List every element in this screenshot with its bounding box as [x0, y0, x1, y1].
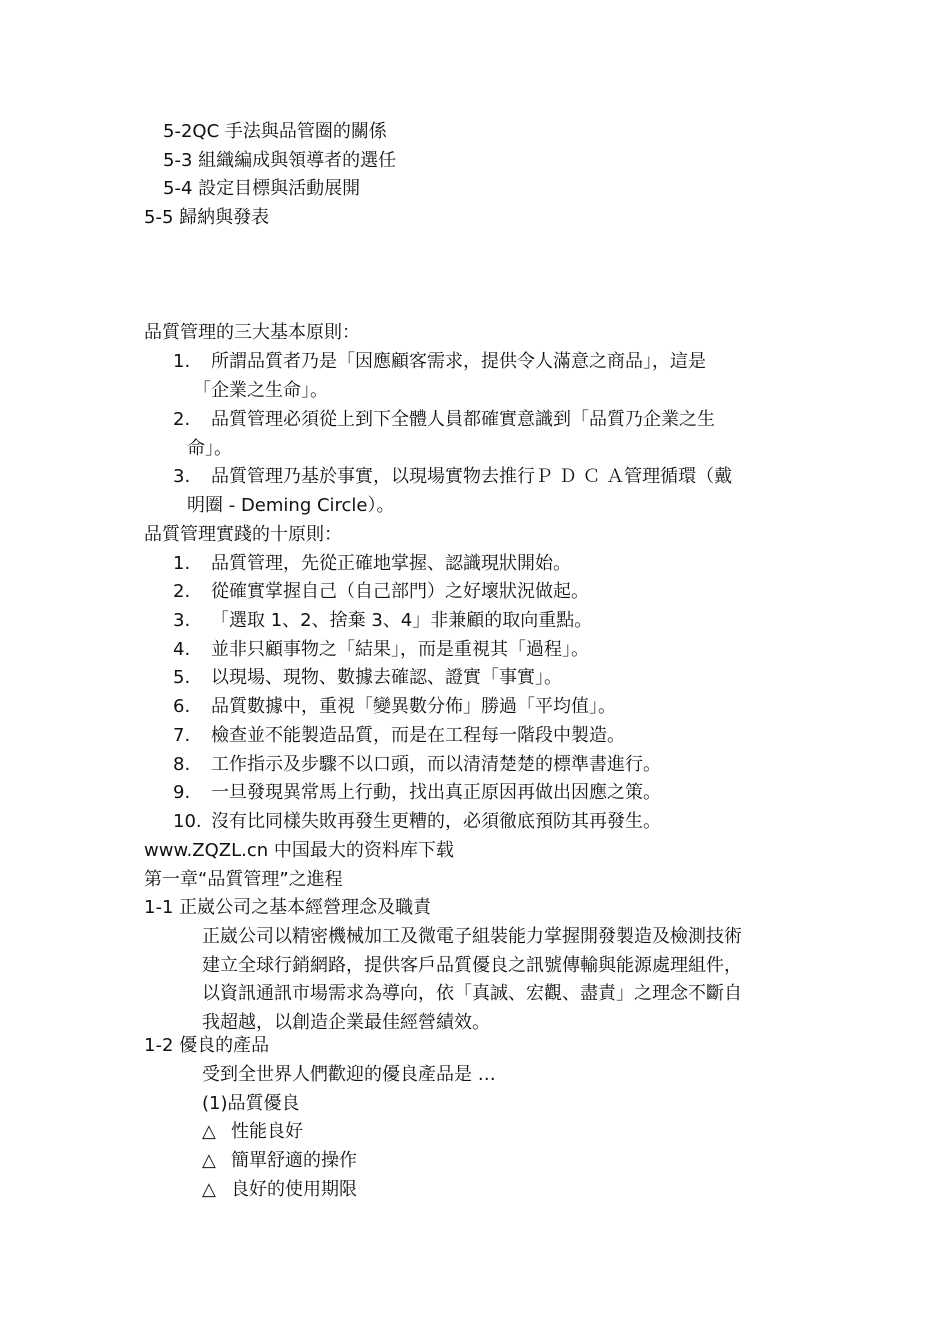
principle-text-continued: 明圈 - Deming Circle）。	[187, 495, 395, 516]
toc-item-5-2: 5-2QC 手法與品管圈的關係	[163, 121, 387, 142]
toc-item-5-4: 5-4 設定目標與活動展開	[163, 178, 361, 199]
list-number: 5.	[173, 667, 191, 688]
paragraph-line: 建立全球行銷網路，提供客戶品質優良之訊號傳輸與能源處理組件，	[202, 955, 742, 976]
bullet-item: 良好的使用期限	[231, 1179, 357, 1200]
principles-three-heading: 品質管理的三大基本原則：	[144, 322, 360, 343]
list-item: 以現場、現物、數據去確認、證實「事實」。	[211, 667, 562, 688]
list-number: 1.	[173, 553, 191, 574]
list-item: 並非只顧事物之「結果」，而是重視其「過程」。	[211, 639, 589, 660]
list-item: 品質管理，先從正確地掌握、認識現狀開始。	[211, 553, 571, 574]
triangle-bullet-icon: △	[202, 1121, 216, 1142]
list-number: 8.	[173, 754, 191, 775]
principle-number: 2.	[173, 409, 191, 430]
bullet-item: 性能良好	[231, 1121, 303, 1142]
principle-number: 1.	[173, 351, 191, 372]
triangle-bullet-icon: △	[202, 1150, 216, 1171]
principle-number: 3.	[173, 466, 191, 487]
list-item: 一旦發現異常馬上行動，找出真正原因再做出因應之策。	[211, 782, 661, 803]
section-heading: 1-2 優良的產品	[144, 1035, 270, 1056]
list-number: 3.	[173, 610, 191, 631]
source-link[interactable]: www.ZQZL.cn 中国最大的资料库下载	[144, 840, 454, 861]
list-item: 沒有比同樣失敗再發生更糟的，必須徹底預防其再發生。	[211, 811, 661, 832]
paragraph-line: 我超越，以創造企業最佳經營績效。	[202, 1012, 490, 1033]
bullet-item: 簡單舒適的操作	[231, 1150, 357, 1171]
toc-item-5-3: 5-3 組織編成與領導者的選任	[163, 150, 397, 171]
paragraph-line: 正崴公司以精密機械加工及微電子組裝能力掌握開發製造及檢測技術	[202, 926, 742, 947]
list-number: 9.	[173, 782, 191, 803]
triangle-bullet-icon: △	[202, 1179, 216, 1200]
toc-item-5-5: 5-5 歸納與發表	[144, 207, 270, 228]
list-number: 6.	[173, 696, 191, 717]
principle-text: 品質管理必須從上到下全體人員都確實意識到「品質乃企業之生	[211, 409, 715, 430]
principle-text-continued: 命」。	[187, 438, 232, 459]
list-number: 7.	[173, 725, 191, 746]
principle-text: 品質管理乃基於事實，以現場實物去推行Ｐ Ｄ Ｃ Ａ管理循環（戴	[211, 466, 733, 487]
principle-text: 所謂品質者乃是「因應顧客需求，提供令人滿意之商品」，這是	[211, 351, 706, 372]
list-number: 2.	[173, 581, 191, 602]
list-item: 品質數據中，重視「變異數分佈」勝過「平均值」。	[211, 696, 616, 717]
list-item: 從確實掌握自己（自己部門）之好壞狀況做起。	[211, 581, 589, 602]
principle-text-continued: 「企業之生命」。	[193, 380, 328, 401]
section-heading: 1-1 正崴公司之基本經營理念及職責	[144, 897, 432, 918]
section-intro: 受到全世界人們歡迎的優良產品是 …	[202, 1064, 496, 1085]
list-item: 工作指示及步驟不以口頭，而以清清楚楚的標準書進行。	[211, 754, 661, 775]
list-item: 檢查並不能製造品質，而是在工程每一階段中製造。	[211, 725, 625, 746]
paragraph-line: 以資訊通訊市場需求為導向，依「真誠、宏觀、盡責」之理念不斷自	[202, 983, 742, 1004]
chapter-title: 第一章“品質管理”之進程	[144, 869, 343, 890]
principles-ten-heading: 品質管理實踐的十原則：	[144, 524, 342, 545]
list-item: 「選取 1、2、捨棄 3、4」非兼顧的取向重點。	[211, 610, 593, 631]
list-number: 10.	[173, 811, 202, 832]
list-number: 4.	[173, 639, 191, 660]
sub-heading: (1)品質優良	[202, 1093, 300, 1114]
